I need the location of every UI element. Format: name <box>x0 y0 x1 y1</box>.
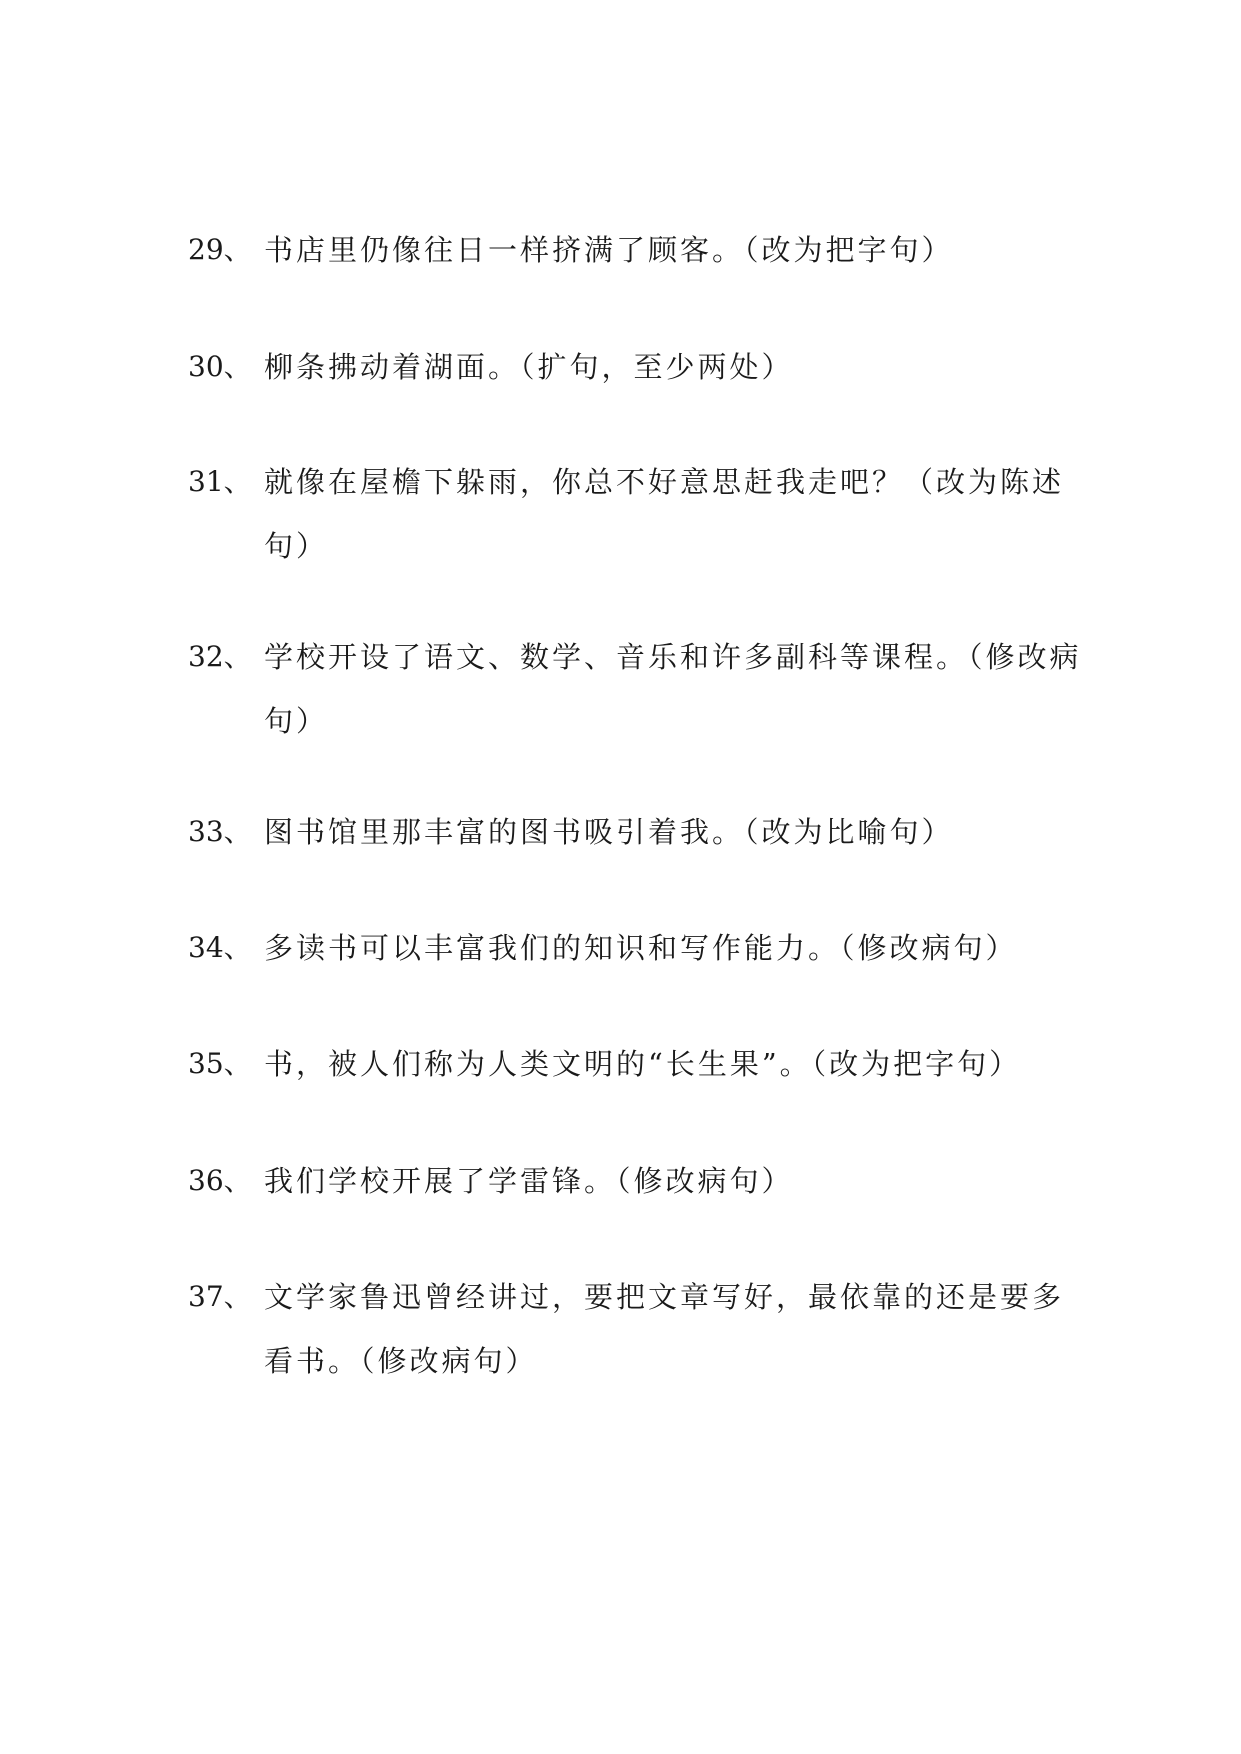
question-text <box>264 625 1082 753</box>
question-text-line: 就像在屋檐下躲雨，你总不好意思赶我走吧？（改为陈述 <box>264 465 1065 499</box>
question-text-line: 句） <box>264 704 329 738</box>
question-text-line: 句） <box>264 529 329 563</box>
question-31 <box>188 450 1068 578</box>
question-35 <box>188 1032 1068 1096</box>
question-number: 37、 <box>188 1280 252 1313</box>
question-number: 29、 <box>188 233 252 266</box>
question-37 <box>188 1265 1068 1393</box>
question-text-line: 我们学校开展了学雷锋。（修改病句） <box>264 1164 794 1198</box>
question-number: 33、 <box>188 815 252 848</box>
question-text-line: 看书。（修改病句） <box>264 1344 538 1378</box>
question-text-line: 文学家鲁迅曾经讲过，要把文章写好，最依靠的还是要多 <box>264 1280 1065 1314</box>
question-number: 35、 <box>188 1047 252 1080</box>
question-33 <box>188 800 1068 864</box>
question-text <box>264 800 1068 864</box>
question-text <box>264 1149 1068 1213</box>
question-text <box>264 218 1068 282</box>
question-text-line: 学校开设了语文、数学、音乐和许多副科等课程。（修改病 <box>264 640 1082 674</box>
question-text-line: 书，被人们称为人类文明的“长生果”。（改为把字句） <box>264 1047 1022 1081</box>
question-number: 30、 <box>188 350 252 383</box>
question-32 <box>188 625 1082 753</box>
question-29 <box>188 218 1068 282</box>
question-text <box>264 1032 1068 1096</box>
question-text-line: 书店里仍像往日一样挤满了顾客。（改为把字句） <box>264 233 954 267</box>
question-text-line: 柳条拂动着湖面。（扩句，至少两处） <box>264 350 794 384</box>
question-34 <box>188 916 1068 980</box>
question-number: 34、 <box>188 931 252 964</box>
question-text-line: 图书馆里那丰富的图书吸引着我。（改为比喻句） <box>264 815 954 849</box>
question-number: 32、 <box>188 640 252 673</box>
question-text <box>264 450 1068 578</box>
question-30 <box>188 335 1068 399</box>
question-text <box>264 1265 1068 1393</box>
question-text <box>264 335 1068 399</box>
question-number: 31、 <box>188 465 252 498</box>
question-text-line: 多读书可以丰富我们的知识和写作能力。（修改病句） <box>264 931 1018 965</box>
question-number: 36、 <box>188 1164 252 1197</box>
question-36 <box>188 1149 1068 1213</box>
question-text <box>264 916 1068 980</box>
